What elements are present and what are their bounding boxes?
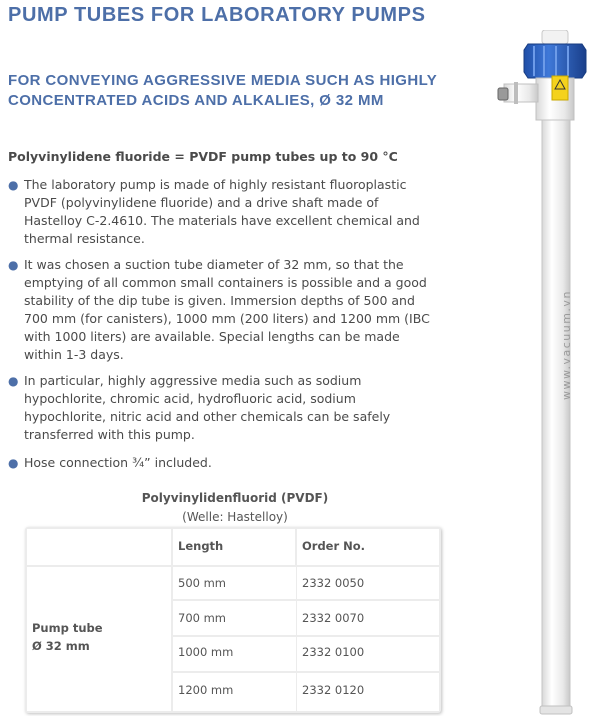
- column-divider: [296, 567, 297, 711]
- cell-length: 500 mm: [178, 576, 227, 590]
- lead-heading: Polyvinylidene fluoride = PVDF pump tubes up to 90 °C: [8, 149, 398, 164]
- list-item-text: In particular, highly aggressive media such as sodium hypochlorite, chromic acid, hydrofluoric acid, sodium hypochlorite, nitric acid and other chemicals can be safely transferred with this pump.: [24, 373, 391, 442]
- watermark: www.vacuum.vn: [560, 290, 573, 400]
- pump-tube-image: [478, 30, 598, 716]
- cell-order-no: 2332 0050: [302, 576, 365, 590]
- row-label-line: Ø 32 mm: [32, 639, 90, 653]
- cell-order-no: 2332 0120: [302, 683, 365, 697]
- table-header-empty: [27, 529, 171, 565]
- cell-order-no: 2332 0100: [302, 645, 365, 659]
- list-item: [8, 454, 438, 472]
- row-label-line: Pump tube: [32, 621, 103, 635]
- bullet-icon: ●: [8, 178, 19, 192]
- bullet-icon: ●: [8, 258, 19, 272]
- list-item: [8, 372, 438, 444]
- list-item-text: The laboratory pump is made of highly resistant fluoroplastic PVDF (polyvinylidene fluoride) and a drive shaft made of Hastelloy C-2.4610. The materials have excellent chemical and thermal resistance.: [24, 177, 420, 246]
- page-subtitle: FOR CONVEYING AGGRESSIVE MEDIA SUCH AS HIGHLY CONCENTRATED ACIDS AND ALKALIES, Ø 32 MM: [8, 72, 437, 109]
- table-caption: Polyvinylidenfluorid (PVDF): [141, 491, 329, 505]
- page-title: PUMP TUBES FOR LABORATORY PUMPS: [8, 4, 426, 26]
- list-item: [8, 176, 438, 248]
- list-item: [8, 256, 438, 364]
- bullet-icon: ●: [8, 374, 19, 388]
- header-length: Length: [178, 539, 224, 553]
- product-table: [25, 527, 441, 713]
- cell-length: 1200 mm: [178, 683, 234, 697]
- table-subcaption: (Welle: Hastelloy): [182, 510, 288, 524]
- feature-list: [8, 176, 438, 472]
- header-order-no: Order No.: [302, 539, 366, 553]
- cell-length: 1000 mm: [178, 645, 234, 659]
- cell-length: 700 mm: [178, 611, 227, 625]
- list-item-text: Hose connection ¾” included.: [24, 455, 212, 470]
- list-item-text: It was chosen a suction tube diameter of 32 mm, so that the emptying of all common small containers is possible and a good stability of the dip tube is given. Immersion depths of 500 and 700 mm (for canisters), 1000 mm (200 liters) and 1200 mm (IBC with 1000 liters) are available. Special lengths can be made within 1-3 days.: [24, 257, 430, 362]
- bullet-icon: ●: [8, 456, 19, 470]
- row-label: [32, 619, 103, 655]
- cell-order-no: 2332 0070: [302, 611, 365, 625]
